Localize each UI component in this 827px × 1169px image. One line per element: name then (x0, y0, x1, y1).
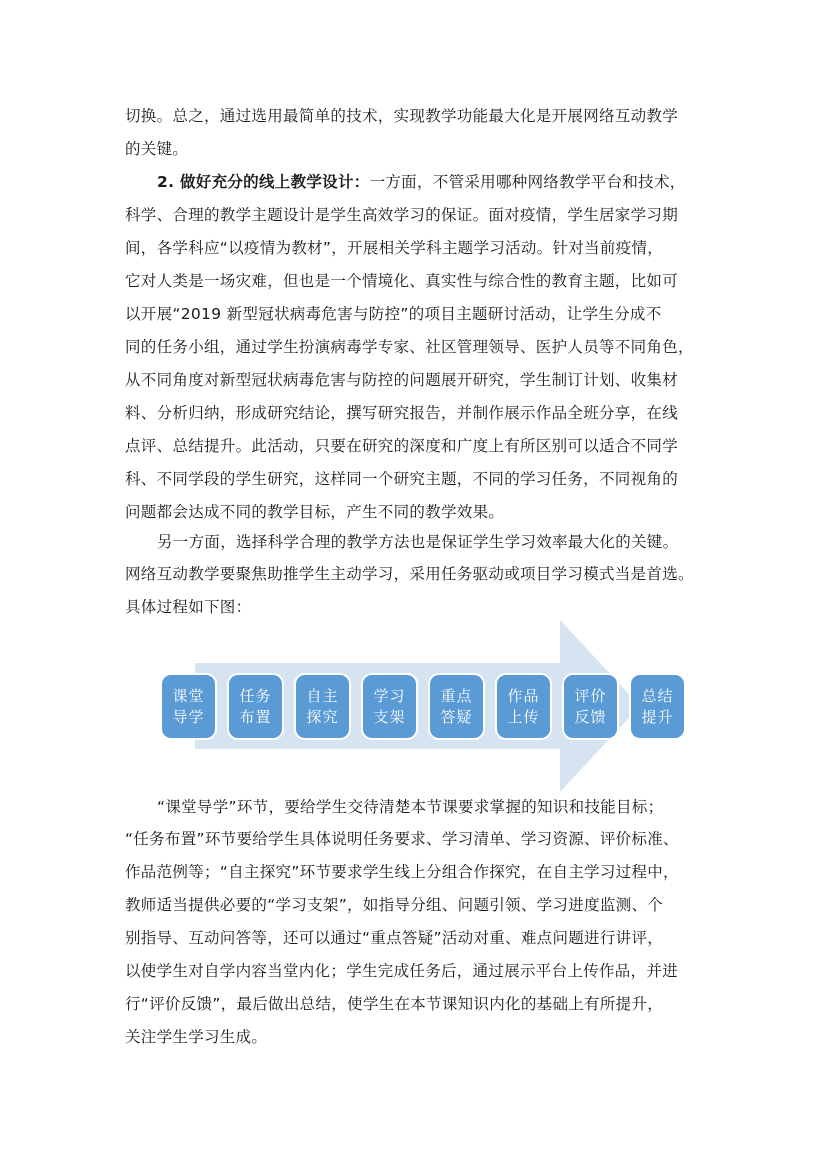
paragraph-2-line-6: 同的任务小组，通过学生扮演病毒学专家、社区管理领导、医护人员等不同角色， (125, 338, 694, 356)
process-step-learning-scaffold (361, 673, 418, 740)
process-step-key-qa (428, 673, 485, 740)
paragraph-4-line-1: “课堂导学”环节，要给学生交待清楚本节课要求掌握的知识和技能目标； (157, 798, 664, 816)
step-label-line-1: 重点 (440, 686, 473, 705)
paragraph-4-line-3: 作品范例等；“自主探究”环节要求学生线上分组合作探究，在自主学习过程中， (125, 863, 679, 881)
paragraph-4-line-6: 以使学生对自学内容当堂内化；学生完成任务后，通过展示平台上传作品，并进 (125, 962, 679, 980)
paragraph-2-line-1 (157, 172, 747, 192)
process-step-classroom-guidance (160, 673, 217, 740)
paragraph-2-line-7: 从不同角度对新型冠状病毒危害与防控的问题展开研究，学生制订计划、收集材 (125, 371, 679, 389)
paragraph-3-line-2: 网络互动教学要聚焦助推学生主动学习，采用任务驱动或项目学习模式当是首选。 (125, 565, 694, 583)
paragraph-1-line-2: 的关键。 (125, 140, 189, 158)
paragraph-4-line-2: “任务布置”环节要给学生具体说明任务要求、学习清单、学习资源、评价标准、 (125, 830, 679, 848)
step-label-line-1: 课堂 (172, 686, 205, 705)
process-step-summary-improvement (629, 673, 686, 740)
step-label-line-1: 学习 (373, 686, 406, 705)
step-label-line-1: 自主 (306, 686, 339, 705)
paragraph-2-line-10: 科、不同学段的学生研究，这样同一个研究主题，不同的学习任务，不同视角的 (125, 470, 679, 488)
step-label-line-2: 探究 (306, 707, 339, 726)
paragraph-2-line-11: 问题都会达成不同的教学目标，产生不同的教学效果。 (125, 503, 505, 521)
process-step-evaluation-feedback (562, 673, 619, 740)
paragraph-4-line-4: 教师适当提供必要的“学习支架”，如指导分组、问题引领、学习进度监测、个 (125, 896, 664, 914)
paragraph-4-line-5: 别指导、互动问答等，还可以通过“重点答疑”活动对重、难点问题进行讲评， (125, 929, 664, 947)
step-label-line-2: 答疑 (440, 707, 473, 726)
paragraph-2-line-3: 间，各学科应“以疫情为教材”，开展相关学科主题学习活动。针对当前疫情， (125, 239, 664, 257)
paragraph-1-line-1: 切换。总之，通过选用最简单的技术，实现教学功能最大化是开展网络互动教学 (125, 107, 679, 125)
step-label-line-2: 支架 (373, 707, 406, 726)
step-label-line-1: 总结 (641, 686, 674, 705)
paragraph-2-line-5: 以开展“2019 新型冠状病毒危害与防控”的项目主题研讨活动，让学生分成不 (125, 305, 662, 323)
paragraph-3-line-1: 另一方面，选择科学合理的教学方法也是保证学生学习效率最大化的关键。 (157, 533, 679, 551)
paragraph-4-line-7: 行“评价反馈”，最后做出总结，使学生在本节课知识内化的基础上有所提升， (125, 995, 664, 1013)
paragraph-4-line-8: 关注学生学习生成。 (125, 1028, 268, 1046)
paragraph-2-line-9: 点评、总结提升。此活动，只要在研究的深度和广度上有所区别可以适合不同学 (125, 437, 679, 455)
step-label-line-1: 作品 (507, 686, 540, 705)
step-label-line-2: 布置 (239, 707, 272, 726)
step-label-line-1: 评价 (574, 686, 607, 705)
paragraph-2-line-8: 料、分析归纳，形成研究结论，撰写研究报告，并制作展示作品全班分享，在线 (125, 404, 679, 422)
process-step-independent-inquiry (294, 673, 351, 740)
step-label-line-2: 反馈 (574, 707, 607, 726)
paragraph-2-line-4: 它对人类是一场灾难，但也是一个情境化、真实性与综合性的教育主题，比如可 (125, 272, 679, 290)
paragraph-2-line-2: 科学、合理的教学主题设计是学生高效学习的保证。面对疫情，学生居家学习期 (125, 206, 679, 224)
paragraph-3-line-3: 具体过程如下图： (125, 598, 252, 616)
step-label-line-2: 上传 (507, 707, 540, 726)
process-step-work-upload (495, 673, 552, 740)
paragraph-2-line-1-text: 一方面，不管采用哪种网络教学平台和技术， (369, 173, 686, 191)
step-label-line-1: 任务 (239, 686, 272, 705)
step-label-line-2: 提升 (641, 707, 674, 726)
step-label-line-2: 导学 (172, 707, 205, 726)
process-step-task-assignment (227, 673, 284, 740)
section-heading: 2. 做好充分的线上教学设计： (157, 173, 370, 191)
